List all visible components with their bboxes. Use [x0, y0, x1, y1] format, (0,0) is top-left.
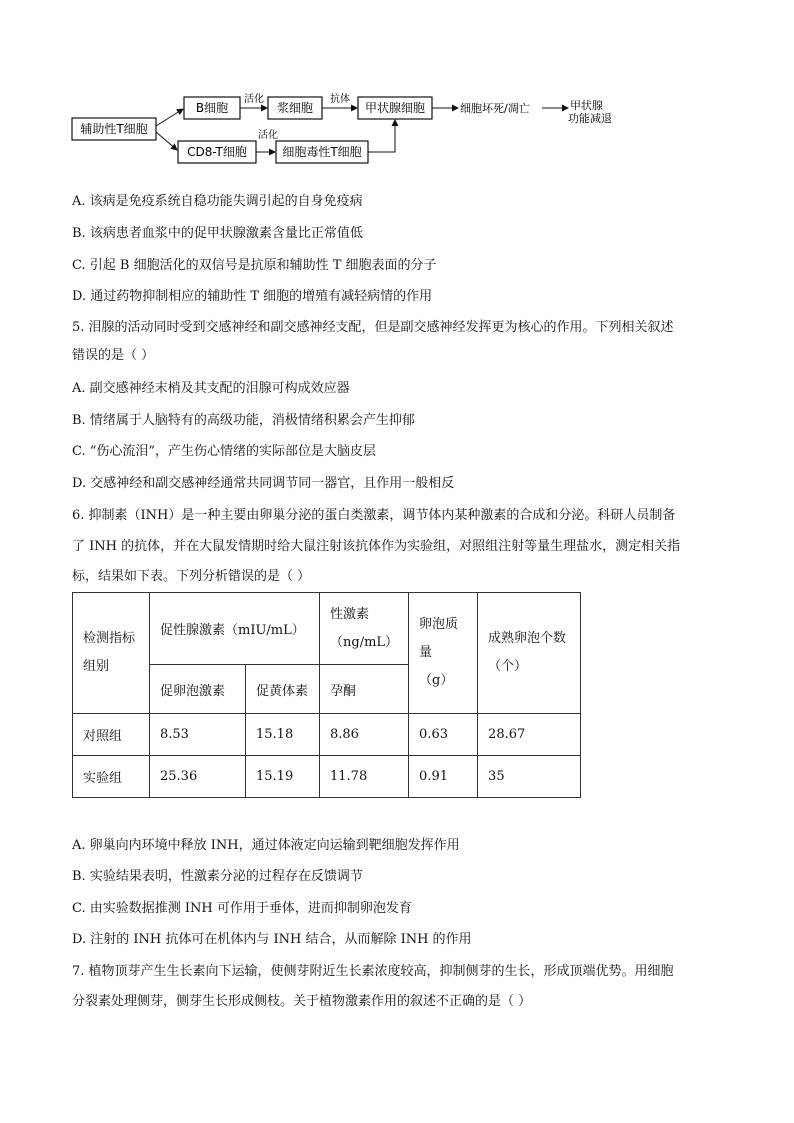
- thyroid-outcome-label-2: 功能减退: [568, 112, 612, 125]
- hormone-results-table: [72, 592, 581, 798]
- q5-stem-line-1: 5. 泪腺的活动同时受到交感神经和副交感神经支配，但是副交感神经发挥更为核心的作用。下列相关叙述: [72, 320, 674, 335]
- b-cell-box: B细胞: [195, 101, 229, 115]
- activate-label-2: 活化: [258, 130, 278, 141]
- cell-count: 28.67: [478, 714, 581, 756]
- q4-option-b: B. 该病患者血浆中的促甲状腺激素含量比正常值低: [72, 226, 363, 241]
- cell-group: 实验组: [73, 756, 150, 798]
- cell-progesterone: 8.86: [320, 714, 409, 756]
- table-header-index-group: [73, 593, 150, 714]
- q5-option-d: D. 交感神经和副交感神经通常共同调节同一器官，且作用一般相反: [72, 476, 455, 491]
- table-row: [73, 714, 581, 756]
- header-follicle-mass-unit: （g）: [419, 673, 454, 688]
- plasma-cell-box: 浆细胞: [276, 101, 314, 115]
- cell-count: 35: [478, 756, 581, 798]
- header-sex-hormone: [320, 593, 409, 665]
- activate-label-1: 活化: [244, 94, 264, 105]
- q7-stem-line-2: 分裂素处理侧芽，侧芽生长形成侧枝。关于植物激素作用的叙述不正确的是（ ）: [72, 994, 532, 1009]
- q6-stem-line-3: 标，结果如下表。下列分析错误的是（ ）: [72, 569, 311, 584]
- thyroid-outcome-label-1: 甲状腺: [570, 99, 603, 112]
- helper-t-cell-box: 辅助性T细胞: [80, 122, 148, 136]
- header-fsh: 促卵泡激素: [150, 665, 246, 714]
- antibody-label: 抗体: [330, 94, 350, 105]
- cd8-t-cell-box: CD8-T细胞: [187, 145, 247, 159]
- q4-option-c: C. 引起 B 细胞活化的双信号是抗原和辅助性 T 细胞表面的分子: [72, 258, 437, 273]
- table-row: [73, 756, 581, 798]
- q6-option-c: C. 由实验数据推测 INH 可作用于垂体，进而抑制卵泡发育: [72, 901, 412, 916]
- cell-group: 对照组: [73, 714, 150, 756]
- cell-lh: 15.19: [246, 756, 320, 798]
- header-sex-hormone-unit: （ng/mL）: [330, 634, 399, 650]
- cell-fsh: 25.36: [150, 756, 246, 798]
- q6-stem-line-1: 6. 抑制素（INH）是一种主要由卵巢分泌的蛋白类激素，调节体内某种激素的合成和分泌。科研人员制备: [72, 508, 676, 523]
- header-group: 组别: [83, 659, 110, 674]
- header-count-unit: （个）: [488, 659, 528, 674]
- q6-stem-line-2: 了 INH 的抗体，并在大鼠发情期时给大鼠注射该抗体作为实验组，对照组注射等量生理盐水，测定相关指: [72, 539, 681, 554]
- q5-option-a: A. 副交感神经末梢及其支配的泪腺可构成效应器: [72, 381, 350, 396]
- cytotoxic-t-cell-box: 细胞毒性T细胞: [282, 145, 362, 159]
- immune-pathway-diagram: [70, 92, 710, 172]
- cell-progesterone: 11.78: [320, 756, 409, 798]
- cell-mass: 0.91: [409, 756, 478, 798]
- cell-lh: 15.18: [246, 714, 320, 756]
- cell-mass: 0.63: [409, 714, 478, 756]
- header-follicle-mass: [409, 593, 478, 714]
- header-index: 检测指标: [83, 631, 136, 646]
- q5-option-c: C. “伤心流泪”，产生伤心情绪的实际部位是大脑皮层: [72, 444, 377, 459]
- header-gonadotropin: 促性腺激素（mIU/mL）: [150, 593, 320, 665]
- header-sex-hormone-name: 性激素: [330, 606, 370, 622]
- q4-option-a: A. 该病是免疫系统自稳功能失调引起的自身免疫病: [72, 194, 363, 209]
- q5-stem-line-2: 错误的是（ ）: [72, 348, 155, 363]
- q6-option-d: D. 注射的 INH 抗体可在机体内与 INH 结合，从而解除 INH 的作用: [72, 932, 472, 947]
- header-mature-follicle-count: [478, 593, 581, 714]
- header-progesterone: 孕酮: [320, 665, 409, 714]
- q4-option-d: D. 通过药物抑制相应的辅助性 T 细胞的增殖有减轻病情的作用: [72, 289, 433, 304]
- cell-fsh: 8.53: [150, 714, 246, 756]
- q6-option-b: B. 实验结果表明，性激素分泌的过程存在反馈调节: [72, 869, 363, 884]
- q7-stem-line-1: 7. 植物顶芽产生生长素向下运输，使侧芽附近生长素浓度较高，抑制侧芽的生长，形成顶端优势。用细胞: [72, 964, 674, 979]
- header-lh: 促黄体素: [246, 665, 320, 714]
- necrosis-apoptosis-label: 细胞坏死/凋亡: [460, 102, 530, 115]
- header-follicle-mass-name: 卵泡质量: [419, 617, 459, 660]
- q5-option-b: B. 情绪属于人脑特有的高级功能，消极情绪积累会产生抑郁: [72, 413, 415, 428]
- thyroid-cell-box: 甲状腺细胞: [364, 101, 426, 115]
- header-count-name: 成熟卵泡个数: [488, 631, 567, 646]
- q6-option-a: A. 卵巢向内环境中释放 INH，通过体液定向运输到靶细胞发挥作用: [72, 838, 460, 853]
